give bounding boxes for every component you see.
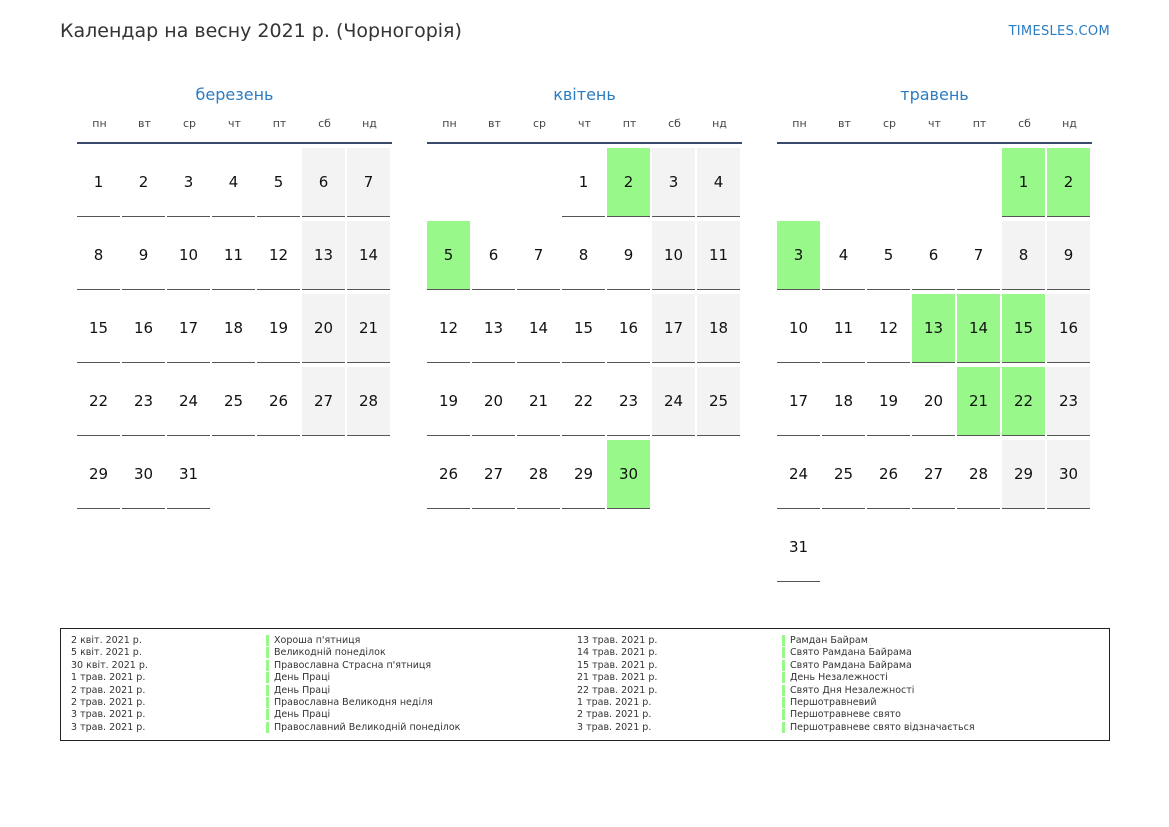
- legend-date: 5 квіт. 2021 р.: [71, 647, 142, 659]
- day-cell[interactable]: 23: [1047, 367, 1090, 436]
- weekday-label: сб: [1018, 117, 1031, 130]
- empty-cell: [472, 148, 515, 217]
- legend-holiday-name: Православна Великодня неділя: [274, 696, 433, 708]
- day-cell[interactable]: 23: [122, 367, 165, 436]
- day-cell[interactable]: 27: [912, 440, 955, 509]
- legend-color-mark: [266, 647, 269, 658]
- legend-color-mark: [782, 672, 785, 683]
- legend-holiday-name: День Праці: [274, 709, 331, 721]
- day-cell[interactable]: 1: [77, 148, 120, 217]
- day-cell[interactable]: 6: [472, 221, 515, 290]
- legend-row: [61, 660, 1109, 672]
- legend-holiday-name: Свято Дня Незалежності: [790, 684, 915, 696]
- day-cell[interactable]: 29: [77, 440, 120, 509]
- holiday-day-cell[interactable]: 1: [1002, 148, 1045, 217]
- legend-color-mark: [266, 685, 269, 696]
- day-cell[interactable]: 27: [472, 440, 515, 509]
- legend-date: 14 трав. 2021 р.: [577, 647, 658, 659]
- day-cell[interactable]: 26: [427, 440, 470, 509]
- day-cell[interactable]: 9: [1047, 221, 1090, 290]
- day-cell[interactable]: 16: [607, 294, 650, 363]
- day-cell[interactable]: 4: [212, 148, 255, 217]
- legend-holiday-name: Свято Рамдана Байрама: [790, 647, 912, 659]
- day-cell[interactable]: 9: [122, 221, 165, 290]
- weekday-label: нд: [1062, 117, 1077, 130]
- legend-date: 15 трав. 2021 р.: [577, 659, 658, 671]
- empty-cell: [427, 148, 470, 217]
- day-cell[interactable]: 13: [302, 221, 345, 290]
- legend-holiday-name: Першотравневе свято: [790, 709, 901, 721]
- day-cell[interactable]: 27: [302, 367, 345, 436]
- weekday-label: пн: [442, 117, 457, 130]
- legend-color-mark: [782, 647, 785, 658]
- legend-date: 13 трав. 2021 р.: [577, 635, 658, 646]
- legend-date: 3 трав. 2021 р.: [71, 721, 146, 733]
- day-cell[interactable]: 30: [122, 440, 165, 509]
- legend-color-mark: [266, 635, 269, 646]
- day-grid: [777, 148, 1092, 586]
- day-cell[interactable]: 11: [822, 294, 865, 363]
- day-cell[interactable]: 22: [562, 367, 605, 436]
- day-cell[interactable]: 9: [607, 221, 650, 290]
- weekday-label: вт: [488, 117, 501, 130]
- weekday-label: пн: [92, 117, 107, 130]
- legend-date: 2 квіт. 2021 р.: [71, 635, 142, 646]
- empty-cell: [912, 148, 955, 217]
- month-1: [427, 84, 742, 513]
- day-cell[interactable]: 11: [697, 221, 740, 290]
- legend-row: [61, 697, 1109, 709]
- day-cell[interactable]: 13: [472, 294, 515, 363]
- day-cell[interactable]: 10: [167, 221, 210, 290]
- day-cell[interactable]: 21: [347, 294, 390, 363]
- weekday-header: [427, 116, 742, 144]
- holiday-day-cell[interactable]: 13: [912, 294, 955, 363]
- day-cell[interactable]: 29: [562, 440, 605, 509]
- empty-cell: [957, 148, 1000, 217]
- legend-holiday-name: День Праці: [274, 672, 331, 684]
- legend-color-mark: [266, 672, 269, 683]
- holiday-day-cell[interactable]: 30: [607, 440, 650, 509]
- day-cell[interactable]: 29: [1002, 440, 1045, 509]
- day-cell[interactable]: 24: [167, 367, 210, 436]
- day-cell[interactable]: 28: [517, 440, 560, 509]
- day-cell[interactable]: 17: [652, 294, 695, 363]
- month-name: березень: [195, 85, 274, 104]
- day-cell[interactable]: 15: [77, 294, 120, 363]
- day-cell[interactable]: 4: [822, 221, 865, 290]
- legend-color-mark: [266, 697, 269, 708]
- empty-cell: [777, 148, 820, 217]
- weekday-header: [77, 116, 392, 144]
- legend-date: 30 квіт. 2021 р.: [71, 659, 148, 671]
- empty-cell: [517, 148, 560, 217]
- day-cell[interactable]: 8: [562, 221, 605, 290]
- weekday-label: чт: [228, 117, 241, 130]
- weekday-label: сб: [668, 117, 681, 130]
- weekday-header: [777, 116, 1092, 144]
- weekday-label: чт: [578, 117, 591, 130]
- day-cell[interactable]: 6: [302, 148, 345, 217]
- month-name: квітень: [553, 85, 616, 104]
- empty-cell: [822, 148, 865, 217]
- weekday-label: пн: [792, 117, 807, 130]
- weekday-label: пт: [622, 117, 637, 130]
- day-cell[interactable]: 21: [517, 367, 560, 436]
- weekday-label: пт: [972, 117, 987, 130]
- legend-holiday-name: День Незалежності: [790, 672, 888, 684]
- day-cell[interactable]: 22: [77, 367, 120, 436]
- legend-row: [61, 635, 1109, 647]
- day-cell[interactable]: 4: [697, 148, 740, 217]
- day-cell[interactable]: 1: [562, 148, 605, 217]
- day-cell[interactable]: 16: [122, 294, 165, 363]
- day-cell[interactable]: 17: [777, 367, 820, 436]
- day-cell[interactable]: 8: [1002, 221, 1045, 290]
- day-cell[interactable]: 6: [912, 221, 955, 290]
- day-cell[interactable]: 28: [957, 440, 1000, 509]
- day-cell[interactable]: 25: [822, 440, 865, 509]
- day-cell[interactable]: 20: [302, 294, 345, 363]
- day-cell[interactable]: 18: [697, 294, 740, 363]
- day-cell[interactable]: 12: [867, 294, 910, 363]
- day-cell[interactable]: 10: [652, 221, 695, 290]
- month-2: [777, 84, 1092, 586]
- weekday-label: пт: [272, 117, 287, 130]
- site-link[interactable]: TIMESLES.COM: [1008, 24, 1110, 39]
- day-cell[interactable]: 8: [77, 221, 120, 290]
- month-name: травень: [900, 85, 969, 104]
- holiday-day-cell[interactable]: 2: [607, 148, 650, 217]
- legend-row: [61, 672, 1109, 684]
- day-cell[interactable]: 7: [347, 148, 390, 217]
- legend-holiday-name: Першотравневе свято відзначається: [790, 721, 975, 733]
- holiday-day-cell[interactable]: 5: [427, 221, 470, 290]
- day-cell[interactable]: 24: [652, 367, 695, 436]
- day-cell[interactable]: 14: [347, 221, 390, 290]
- day-cell[interactable]: 19: [257, 294, 300, 363]
- day-cell[interactable]: 18: [822, 367, 865, 436]
- legend-date: 22 трав. 2021 р.: [577, 684, 658, 696]
- weekday-label: ср: [182, 117, 197, 130]
- weekday-label: вт: [838, 117, 851, 130]
- day-cell[interactable]: 24: [777, 440, 820, 509]
- day-cell[interactable]: 25: [697, 367, 740, 436]
- day-cell[interactable]: 19: [867, 367, 910, 436]
- day-cell[interactable]: 11: [212, 221, 255, 290]
- day-cell[interactable]: 20: [472, 367, 515, 436]
- legend-color-mark: [266, 660, 269, 671]
- legend-holiday-name: Хороша п'ятниця: [274, 635, 361, 646]
- page-title: Календар на весну 2021 р. (Чорногорія): [60, 20, 462, 42]
- empty-cell: [867, 148, 910, 217]
- month-0: [77, 84, 392, 513]
- weekday-label: нд: [362, 117, 377, 130]
- day-cell[interactable]: 16: [1047, 294, 1090, 363]
- day-cell[interactable]: 25: [212, 367, 255, 436]
- day-cell[interactable]: 7: [517, 221, 560, 290]
- day-cell[interactable]: 12: [257, 221, 300, 290]
- legend-date: 3 трав. 2021 р.: [71, 709, 146, 721]
- legend-holiday-name: День Праці: [274, 684, 331, 696]
- day-cell[interactable]: 10: [777, 294, 820, 363]
- day-cell[interactable]: 31: [777, 513, 820, 582]
- holiday-day-cell[interactable]: 21: [957, 367, 1000, 436]
- day-cell[interactable]: 20: [912, 367, 955, 436]
- legend-holiday-name: Великодній понеділок: [274, 647, 386, 659]
- day-cell[interactable]: 3: [167, 148, 210, 217]
- legend-row: [61, 709, 1109, 721]
- day-cell[interactable]: 30: [1047, 440, 1090, 509]
- legend-date: 2 трав. 2021 р.: [577, 709, 652, 721]
- legend-date: 2 трав. 2021 р.: [71, 684, 146, 696]
- legend-row: [61, 685, 1109, 697]
- legend-holiday-name: Православна Страсна п'ятниця: [274, 659, 432, 671]
- weekday-label: сб: [318, 117, 331, 130]
- legend-date: 1 трав. 2021 р.: [577, 696, 652, 708]
- day-cell[interactable]: 12: [427, 294, 470, 363]
- day-grid: [77, 148, 392, 513]
- legend-row: [61, 647, 1109, 659]
- day-cell[interactable]: 26: [867, 440, 910, 509]
- day-cell[interactable]: 26: [257, 367, 300, 436]
- legend-row: [61, 722, 1109, 734]
- legend-holiday-name: Першотравневий: [790, 696, 877, 708]
- holiday-day-cell[interactable]: 15: [1002, 294, 1045, 363]
- day-cell[interactable]: 7: [957, 221, 1000, 290]
- holiday-day-cell[interactable]: 22: [1002, 367, 1045, 436]
- day-cell[interactable]: 3: [652, 148, 695, 217]
- holiday-day-cell[interactable]: 3: [777, 221, 820, 290]
- day-grid: [427, 148, 742, 513]
- legend-color-mark: [782, 722, 785, 733]
- holiday-day-cell[interactable]: 2: [1047, 148, 1090, 217]
- day-cell[interactable]: 18: [212, 294, 255, 363]
- weekday-label: нд: [712, 117, 727, 130]
- day-cell[interactable]: 28: [347, 367, 390, 436]
- day-cell[interactable]: 5: [257, 148, 300, 217]
- legend-color-mark: [266, 709, 269, 720]
- legend-color-mark: [782, 635, 785, 646]
- legend-color-mark: [782, 660, 785, 671]
- legend-date: 2 трав. 2021 р.: [71, 696, 146, 708]
- legend-color-mark: [782, 697, 785, 708]
- day-cell[interactable]: 23: [607, 367, 650, 436]
- day-cell[interactable]: 31: [167, 440, 210, 509]
- legend-date: 1 трав. 2021 р.: [71, 672, 146, 684]
- holiday-day-cell[interactable]: 14: [957, 294, 1000, 363]
- legend-date: 3 трав. 2021 р.: [577, 721, 652, 733]
- day-cell[interactable]: 15: [562, 294, 605, 363]
- legend-color-mark: [782, 709, 785, 720]
- day-cell[interactable]: 5: [867, 221, 910, 290]
- weekday-label: ср: [882, 117, 897, 130]
- holiday-legend: [60, 628, 1110, 741]
- legend-color-mark: [266, 722, 269, 733]
- legend-holiday-name: Православний Великодній понеділок: [274, 721, 461, 733]
- weekday-label: ср: [532, 117, 547, 130]
- weekday-label: чт: [928, 117, 941, 130]
- weekday-label: вт: [138, 117, 151, 130]
- legend-holiday-name: Свято Рамдана Байрама: [790, 659, 912, 671]
- day-cell[interactable]: 19: [427, 367, 470, 436]
- day-cell[interactable]: 2: [122, 148, 165, 217]
- legend-date: 21 трав. 2021 р.: [577, 672, 658, 684]
- legend-color-mark: [782, 685, 785, 696]
- legend-holiday-name: Рамдан Байрам: [790, 635, 868, 646]
- day-cell[interactable]: 17: [167, 294, 210, 363]
- day-cell[interactable]: 14: [517, 294, 560, 363]
